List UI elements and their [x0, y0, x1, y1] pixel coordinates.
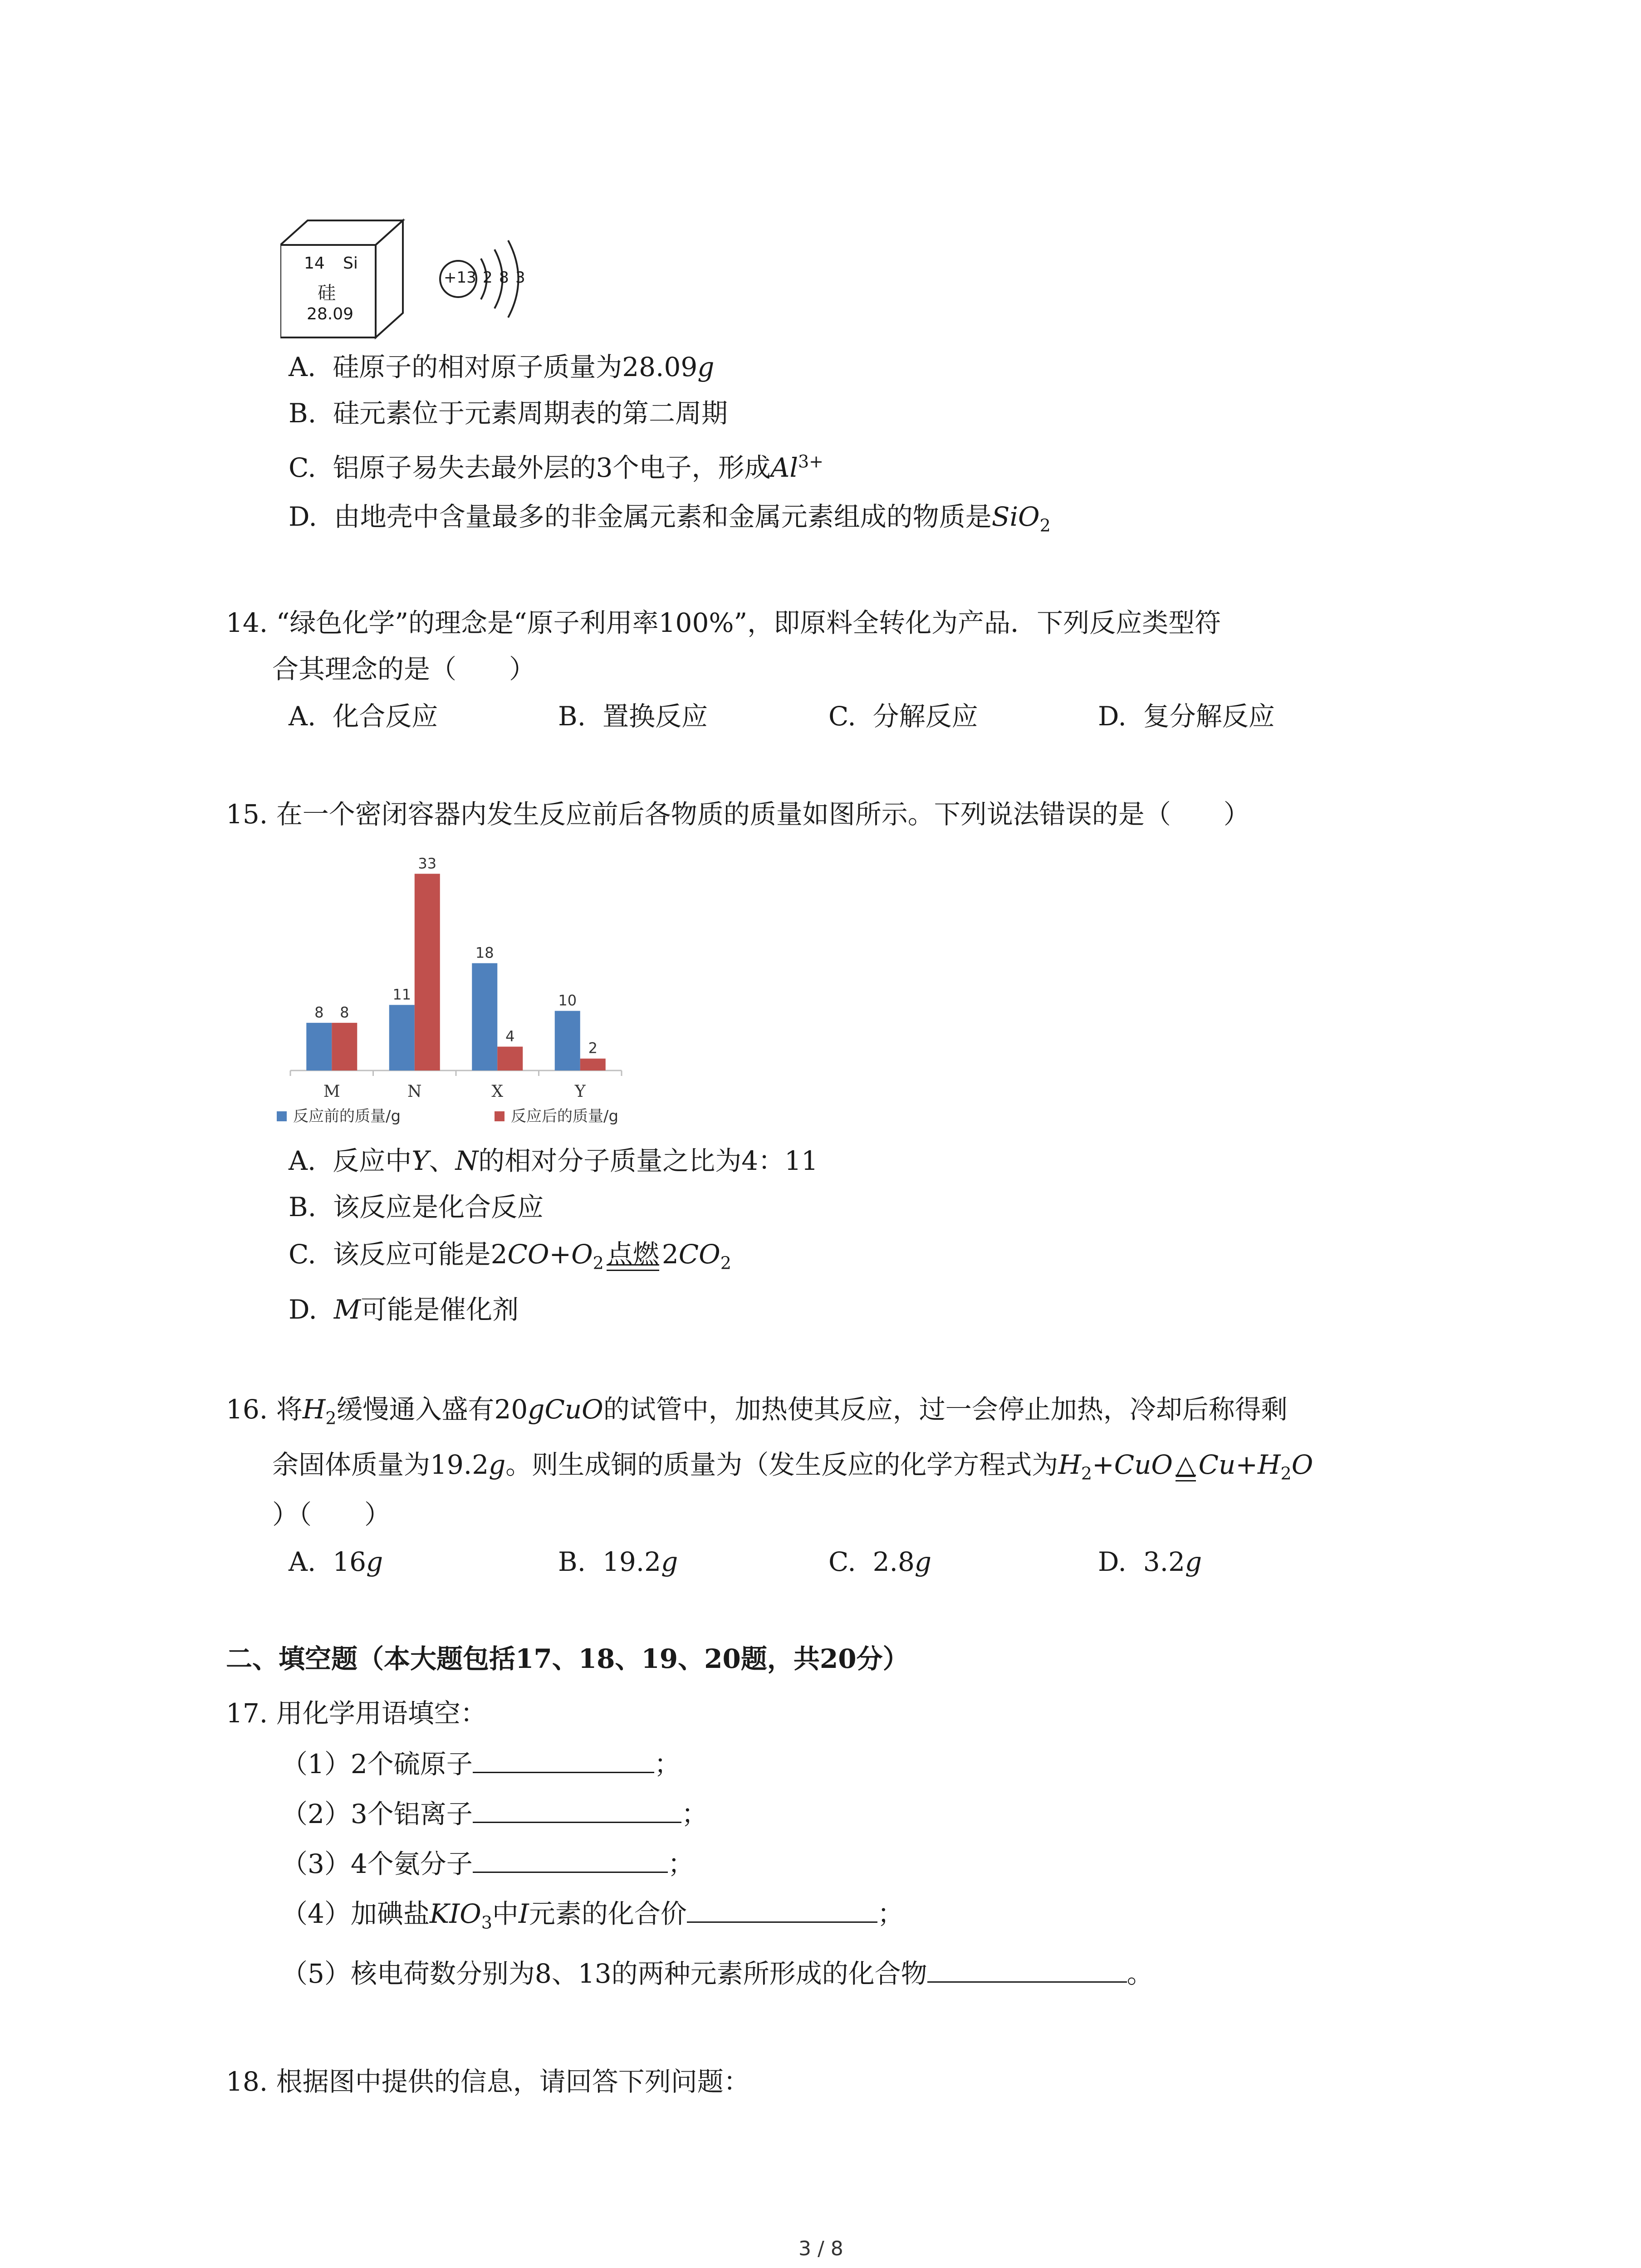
q13-option-a: A. 硅原子的相对原子质量为28.09g	[289, 352, 715, 382]
data-label-Y-series-1: 10	[558, 992, 577, 1009]
legend-swatch-1	[277, 1111, 287, 1121]
q14-option-a: A. 化合反应	[289, 701, 438, 732]
q14-option-b: B. 置换反应	[558, 701, 708, 732]
data-label-X-series-1: 18	[475, 944, 494, 962]
q17-item-4: （4）加碘盐$KIO_3$中I元素的化合价 ；	[281, 1895, 904, 1931]
si-name: 硅	[318, 283, 336, 303]
answer-blank-1[interactable]	[473, 1745, 654, 1773]
si-element-tile	[280, 218, 407, 340]
bar-M-series-1	[306, 1023, 332, 1070]
q17-stem: 17. 用化学用语填空：	[226, 1698, 487, 1729]
al-shell-2: 8	[499, 269, 509, 287]
answer-blank-2[interactable]	[473, 1795, 681, 1823]
data-label-M-series-1: 8	[314, 1003, 324, 1021]
q17-item-2: （2）3个铝离子 ；	[281, 1795, 708, 1832]
q14-stem-line2: 合其理念的是（ ）	[272, 654, 536, 684]
bar-X-series-2	[497, 1046, 523, 1070]
al-atom-structure	[436, 218, 544, 340]
data-label-N-series-1: 11	[392, 986, 411, 1003]
q14-option-c: C. 分解反应	[828, 701, 978, 732]
bar-N-series-2	[415, 874, 440, 1070]
al-shell-1: 2	[483, 269, 493, 287]
page-number: 3 / 8	[798, 2237, 843, 2260]
q15-option-a: A. 反应中Y、N的相对分子质量之比为4：11	[289, 1145, 818, 1176]
si-atomic-number: 14	[304, 254, 325, 273]
q13-option-b: B. 硅元素位于元素周期表的第二周期	[289, 398, 728, 429]
q16-option-d: D. 3.2g	[1098, 1546, 1202, 1577]
q15-stem: 15. 在一个密闭容器内发生反应前后各物质的质量如图所示。下列说法错误的是（ ）	[226, 799, 1250, 830]
q18-stem: 18. 根据图中提供的信息，请回答下列问题：	[226, 2066, 750, 2097]
mass-bar-chart	[277, 835, 685, 1134]
q16-option-b: B. 19.2g	[558, 1546, 678, 1577]
q17-item-1: （1）2个硫原子 ；	[281, 1745, 681, 1782]
q14-option-d: D. 复分解反应	[1098, 701, 1275, 732]
q16-stem-line1: 16. 将$H_2$缓慢通入盛有20gCuO的试管中，加热使其反应，过一会停止加热，冷却后称得剩	[226, 1394, 1288, 1428]
q15-option-c: C. 该反应可能是$2CO+O_2$ 点燃 $2CO_2$	[289, 1237, 731, 1272]
q16-stem-line2: 余固体质量为19.2g。则生成铜的质量为（发生反应的化学方程式为$H_2+CuO$ △ $Cu+H_2O$	[272, 1447, 1313, 1482]
al-shell-3: 3	[515, 269, 525, 287]
legend-label-1: 反应前的质量/g	[293, 1107, 401, 1125]
q13-option-c: C. 铝原子易失去最外层的3个电子，形成$Al^{3+}$	[289, 451, 823, 483]
bar-N-series-1	[389, 1005, 415, 1070]
q15-option-b: B. 该反应是化合反应	[289, 1192, 544, 1222]
bar-M-series-2	[332, 1023, 357, 1070]
q14-stem-line1: 14. “绿色化学”的理念是“原子利用率100%”，即原料全转化为产品．下列反应类型符	[226, 607, 1221, 638]
answer-blank-5[interactable]	[927, 1955, 1127, 1983]
category-label-N: N	[407, 1082, 422, 1101]
q15-option-d: D. M可能是催化剂	[289, 1294, 519, 1325]
si-symbol: Si	[343, 254, 358, 273]
section-2-title: 二、填空题（本大题包括17、18、19、20题，共20分）	[226, 1643, 909, 1674]
reaction-condition-heat: △	[1176, 1447, 1196, 1482]
bar-Y-series-1	[555, 1011, 580, 1070]
reaction-condition-ignite: 点燃	[607, 1237, 659, 1272]
data-label-N-series-2: 33	[418, 855, 437, 872]
bar-X-series-1	[472, 963, 497, 1070]
legend-swatch-2	[495, 1111, 505, 1121]
category-label-X: X	[491, 1082, 504, 1101]
si-atomic-mass: 28.09	[307, 305, 354, 323]
q13-option-d: D. 由地壳中含量最多的非金属元素和金属元素组成的物质是SiO$_2$	[289, 501, 1051, 536]
q16-option-c: C. 2.8g	[828, 1546, 932, 1577]
al-nucleus-charge: +13	[444, 269, 476, 287]
bar-Y-series-2	[580, 1059, 606, 1070]
category-label-M: M	[323, 1082, 340, 1101]
category-label-Y: Y	[574, 1082, 586, 1101]
q16-stem-line3: ）（ ）	[272, 1499, 391, 1530]
q17-item-5: （5）核电荷数分别为8、13的两种元素所形成的化合物 。	[281, 1955, 1153, 1991]
data-label-X-series-2: 4	[505, 1027, 515, 1045]
legend-label-2: 反应后的质量/g	[511, 1107, 619, 1125]
data-label-M-series-2: 8	[340, 1003, 349, 1021]
q17-item-3: （3）4个氨分子 ；	[281, 1845, 694, 1882]
answer-blank-4[interactable]	[687, 1895, 877, 1923]
q16-option-a: A. 16g	[289, 1546, 383, 1577]
answer-blank-3[interactable]	[473, 1845, 668, 1873]
data-label-Y-series-2: 2	[588, 1039, 598, 1057]
